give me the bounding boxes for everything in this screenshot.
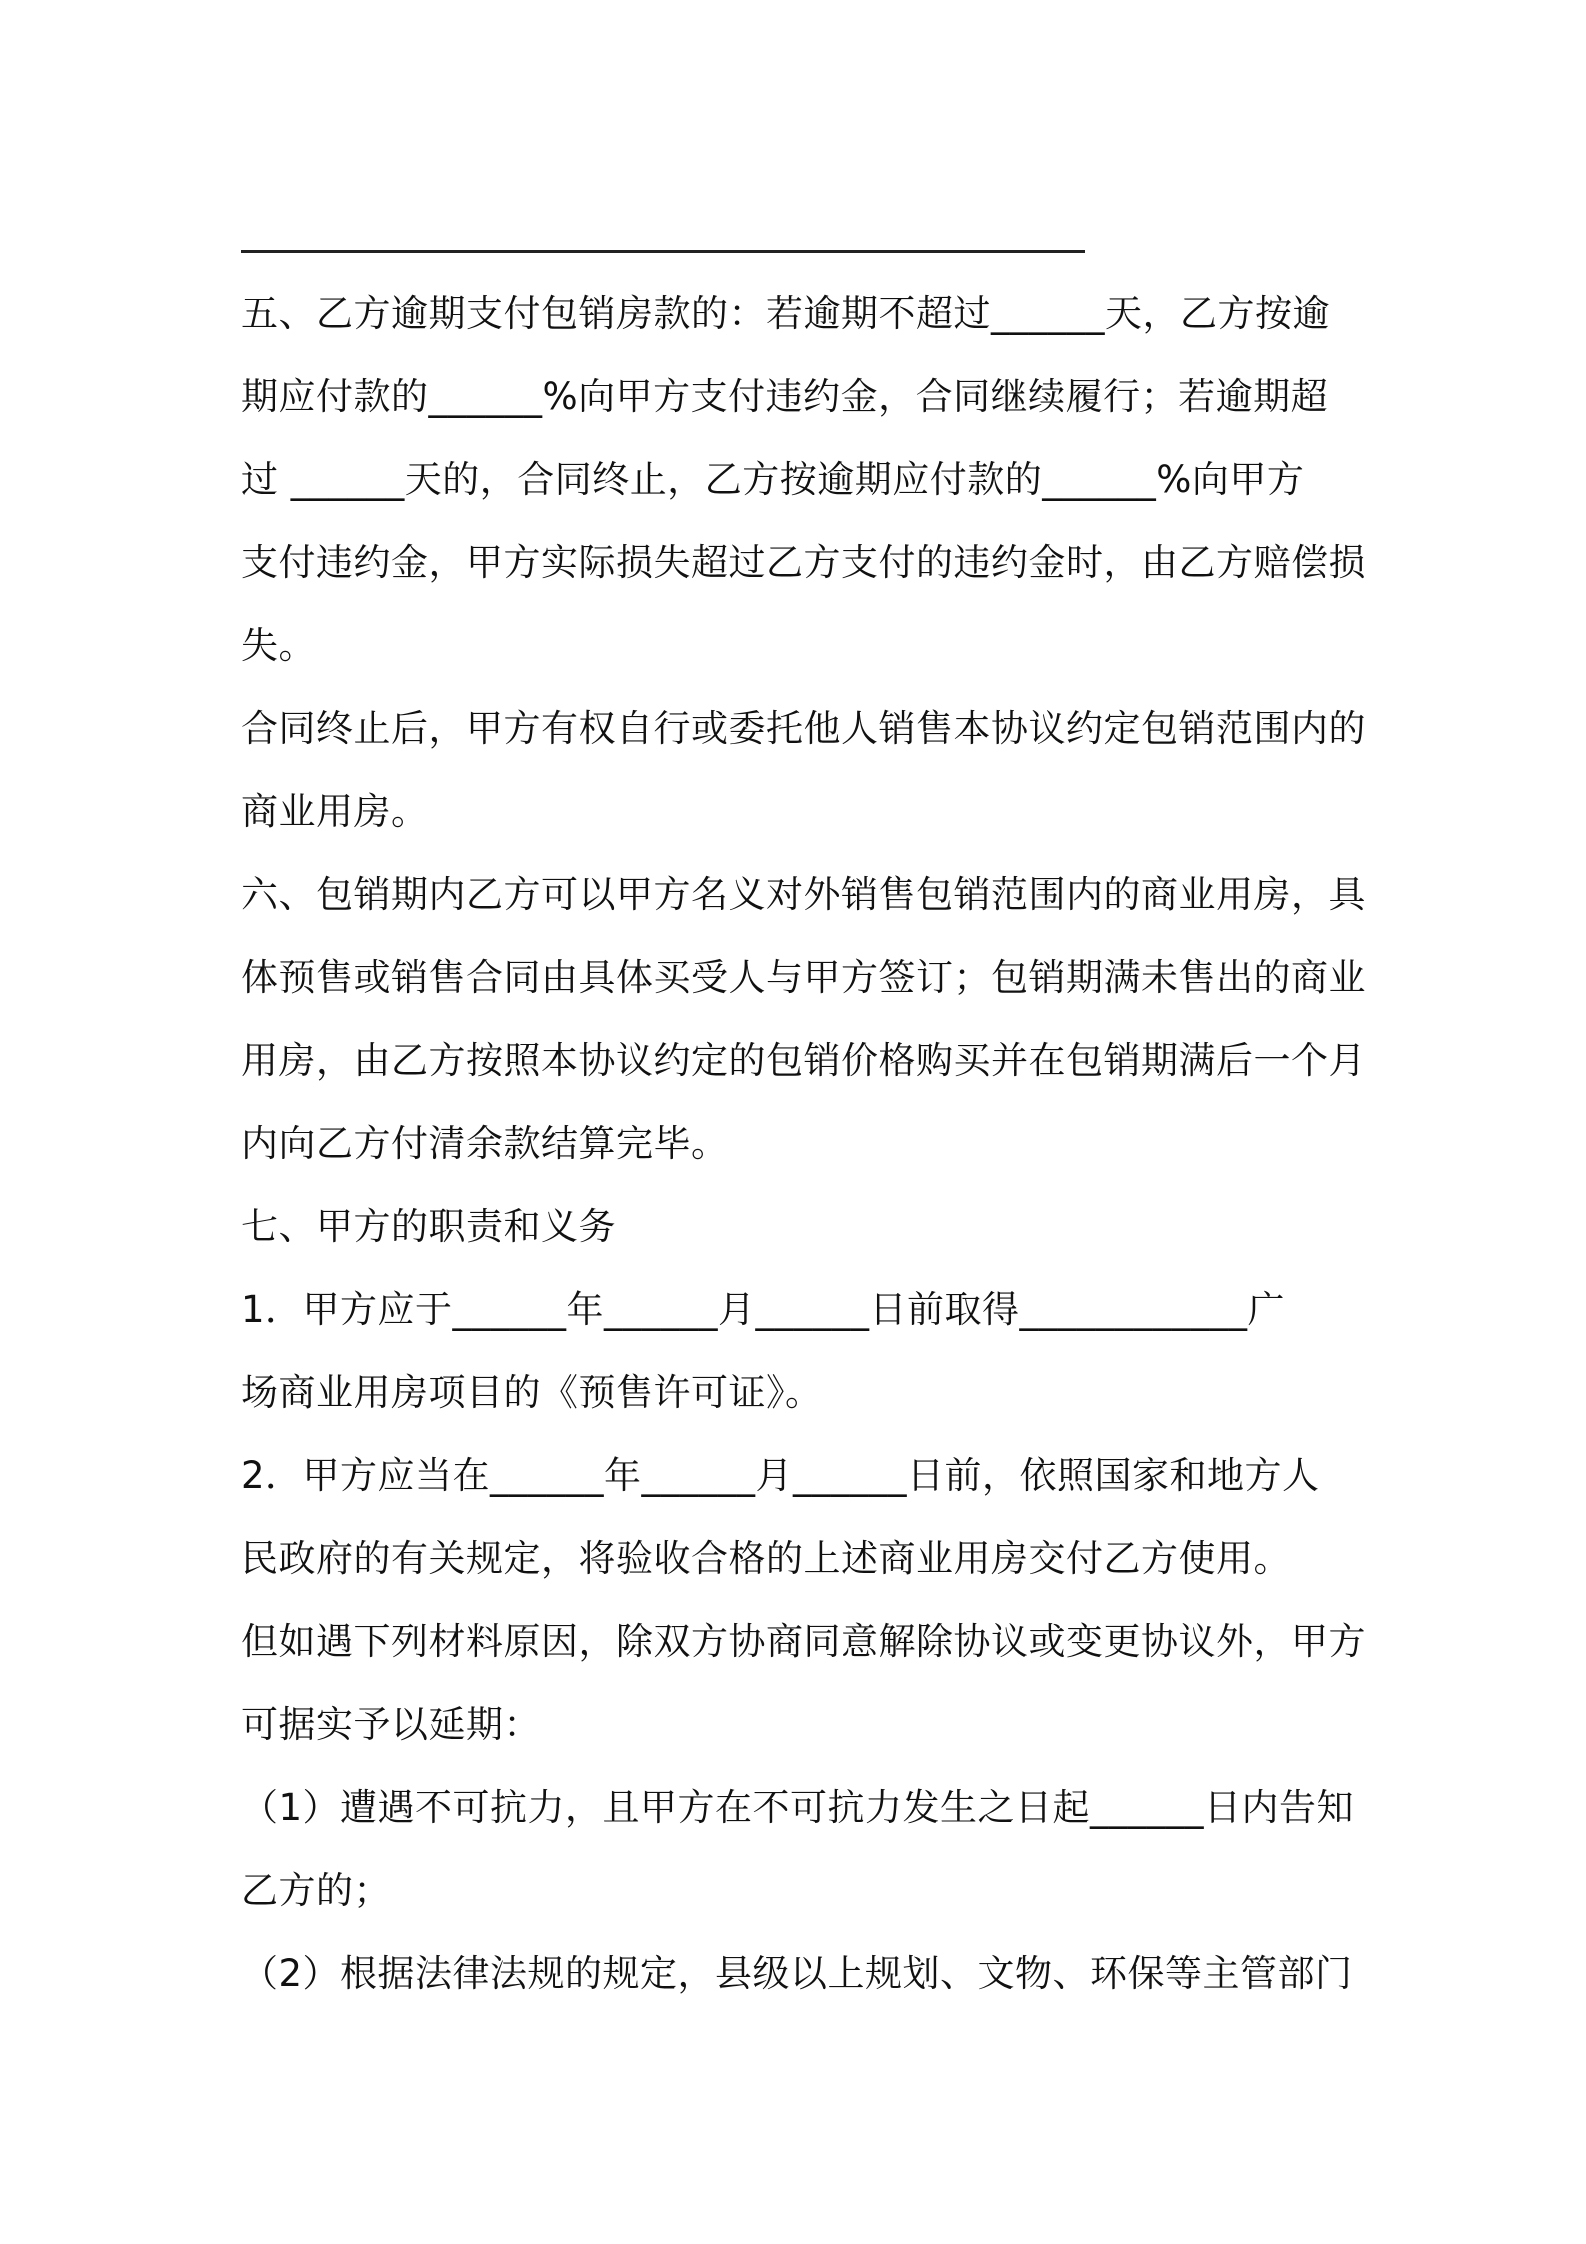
horizontal-rule [241, 250, 1085, 253]
paragraph-line: 失。 [241, 624, 316, 667]
paragraph-line: 商业用房。 [241, 790, 429, 833]
paragraph-line: 但如遇下列材料原因，除双方协商同意解除协议或变更协议外，甲方 [241, 1620, 1366, 1663]
paragraph-line: 民政府的有关规定，将验收合格的上述商业用房交付乙方使用。 [241, 1537, 1291, 1580]
paragraph-line: 过 ______天的，合同终止，乙方按逾期应付款的______%向甲方 [241, 458, 1305, 501]
paragraph-line: 内向乙方付清余款结算完毕。 [241, 1122, 729, 1165]
paragraph-line: 支付违约金，甲方实际损失超过乙方支付的违约金时，由乙方赔偿损 [241, 541, 1366, 584]
paragraph-line: 用房，由乙方按照本协议约定的包销价格购买并在包销期满后一个月 [241, 1039, 1366, 1082]
paragraph-line: 期应付款的______%向甲方支付违约金，合同继续履行；若逾期超 [241, 375, 1329, 418]
paragraph-line: 1．甲方应于______年______月______日前取得____________广 [241, 1288, 1286, 1331]
paragraph-line: （2）根据法律法规的规定，县级以上规划、文物、环保等主管部门 [241, 1952, 1353, 1995]
paragraph-line: 2．甲方应当在______年______月______日前，依照国家和地方人 [241, 1454, 1320, 1497]
paragraph-line: 体预售或销售合同由具体买受人与甲方签订；包销期满未售出的商业 [241, 956, 1366, 999]
paragraph-line: （1）遭遇不可抗力，且甲方在不可抗力发生之日起______日内告知 [241, 1786, 1355, 1829]
paragraph-line: 合同终止后，甲方有权自行或委托他人销售本协议约定包销范围内的 [241, 707, 1366, 750]
paragraph-line: 可据实予以延期： [241, 1703, 541, 1746]
paragraph-line: 乙方的； [241, 1869, 391, 1912]
section-heading: 七、甲方的职责和义务 [241, 1205, 616, 1248]
paragraph-line: 五、乙方逾期支付包销房款的：若逾期不超过______天，乙方按逾 [241, 292, 1330, 335]
paragraph-line: 六、包销期内乙方可以甲方名义对外销售包销范围内的商业用房，具 [241, 873, 1366, 916]
paragraph-line: 场商业用房项目的《预售许可证》。 [241, 1371, 823, 1414]
